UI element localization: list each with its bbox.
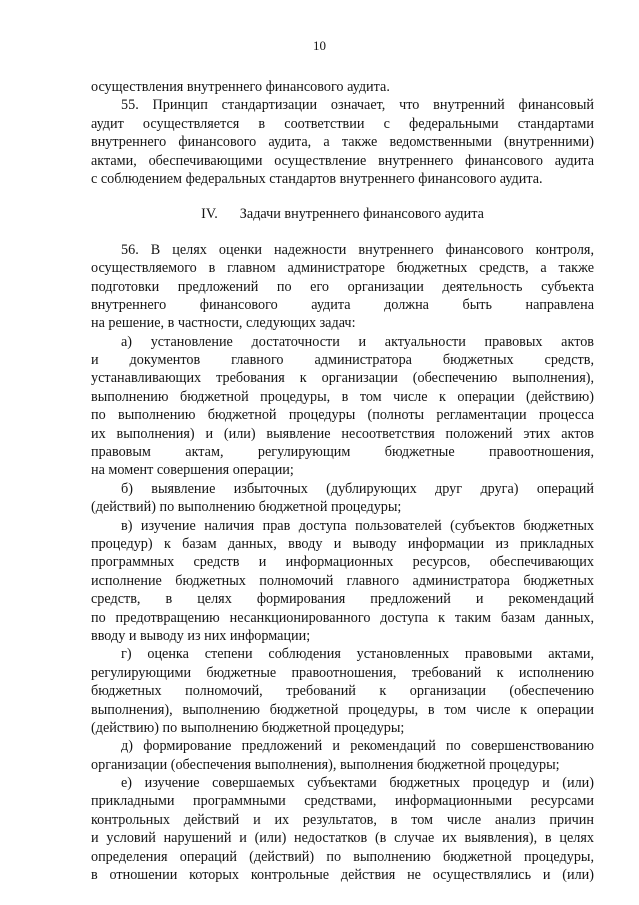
text-line: а) установление достаточности и актуальности правовых актов: [121, 333, 594, 350]
text-line: и условий нарушений и (или) недостатков (в случае их выявления), в целях: [91, 830, 594, 847]
paragraph: [91, 78, 594, 96]
text-line: организации (обеспечения выполнения), выполнения бюджетной процедуры;: [91, 756, 560, 773]
text-line: на момент совершения операции;: [91, 462, 294, 479]
paragraph: [91, 333, 594, 480]
text-line: их выполнения) и (или) выявление несоответствия положений этих актов: [91, 425, 594, 442]
text-line: подготовки предложений по его организации деятельность субъекта: [91, 278, 594, 295]
text-line: б) выявление избыточных (дублирующих друг друга) операций: [121, 480, 594, 497]
text-line: внутреннего финансового аудита, а также ведомственными (внутренними): [91, 134, 594, 151]
text-line: правовым актам, регулирующим бюджетные правоотношения,: [91, 444, 594, 461]
text-line: программных средств и информационных ресурсов, обеспечивающих: [91, 554, 594, 571]
text-line: е) изучение совершаемых субъектами бюджетных процедур и (или): [121, 775, 594, 792]
text-line: определения операций (действий) по выполнению бюджетной процедуры,: [91, 848, 594, 865]
text-line: (действий) по выполнению бюджетной процедуры;: [91, 499, 402, 516]
text-line: по предотвращению несанкционированного доступа к таким базам данных,: [91, 609, 594, 626]
document-body: [91, 78, 594, 884]
text-line: осуществляемого в главном администраторе бюджетных средств, а также: [91, 260, 594, 277]
paragraph: [91, 480, 594, 517]
text-line: и документов главного администратора бюджетных средств,: [91, 352, 594, 369]
text-line: регулирующими бюджетные правоотношения, требований к исполнению: [91, 664, 594, 681]
paragraph: [91, 737, 594, 774]
paragraph: [91, 96, 594, 188]
text-line: процедур) к базам данных, вводу и выводу информации из прикладных: [91, 535, 594, 552]
text-line: выполнению бюджетной процедуры, в том числе к операции (действию): [91, 388, 594, 405]
text-line: д) формирование предложений и рекомендаций по совершенствованию: [121, 738, 594, 755]
text-line: вводу и выводу из них информации;: [91, 627, 311, 644]
text-line: прикладными программными средствами, информационными ресурсами: [91, 793, 594, 810]
text-line: 55. Принцип стандартизации означает, что внутренний финансовый: [121, 97, 594, 114]
text-line: средств, в целях формирования предложений и рекомендаций: [91, 591, 594, 608]
paragraph: [91, 517, 594, 646]
page-number: 10: [313, 38, 326, 53]
text-line: контрольных действий и их результатов, в том числе анализ причин: [91, 811, 594, 828]
text-line: бюджетных полномочий, требований к организации (обеспечению: [91, 683, 594, 700]
section-number: IV.: [201, 206, 218, 223]
text-line: (действию) по выполнению бюджетной процедуры;: [91, 719, 405, 736]
text-line: аудит осуществляется в соответствии с федеральными стандартами: [91, 115, 594, 132]
section-title: Задачи внутреннего финансового аудита: [239, 206, 484, 223]
paragraph: [91, 645, 594, 737]
text-line: с соблюдением федеральных стандартов внутреннего финансового аудита.: [91, 170, 543, 187]
text-line: 56. В целях оценки надежности внутреннего финансового контроля,: [121, 241, 594, 258]
paragraph: [91, 241, 594, 333]
text-line: в) изучение наличия прав доступа пользователей (субъектов бюджетных: [121, 517, 594, 534]
text-line: актами, обеспечивающими осуществление внутреннего финансового аудита: [91, 152, 594, 169]
text-line: в отношении которых контрольные действия не осуществлялись и (или): [91, 867, 594, 884]
text-line: по выполнению бюджетной процедуры (полноты регламентации процесса: [91, 407, 594, 424]
section-heading: [91, 205, 594, 223]
text-line: г) оценка степени соблюдения установленных правовыми актами,: [121, 646, 594, 663]
text-line: на решение, в частности, следующих задач:: [91, 315, 356, 332]
text-line: устанавливающих требования к организации (обеспечению выполнения),: [91, 370, 594, 387]
text-line: осуществления внутреннего финансового аудита.: [91, 79, 390, 95]
paragraph: [91, 774, 594, 884]
text-line: внутреннего финансового аудита должна быть направлена: [91, 296, 594, 313]
text-line: исполнение бюджетных полномочий главного администратора бюджетных: [91, 572, 594, 589]
text-line: выполнения), выполнению бюджетной процедуры, в том числе к операции: [91, 701, 594, 718]
